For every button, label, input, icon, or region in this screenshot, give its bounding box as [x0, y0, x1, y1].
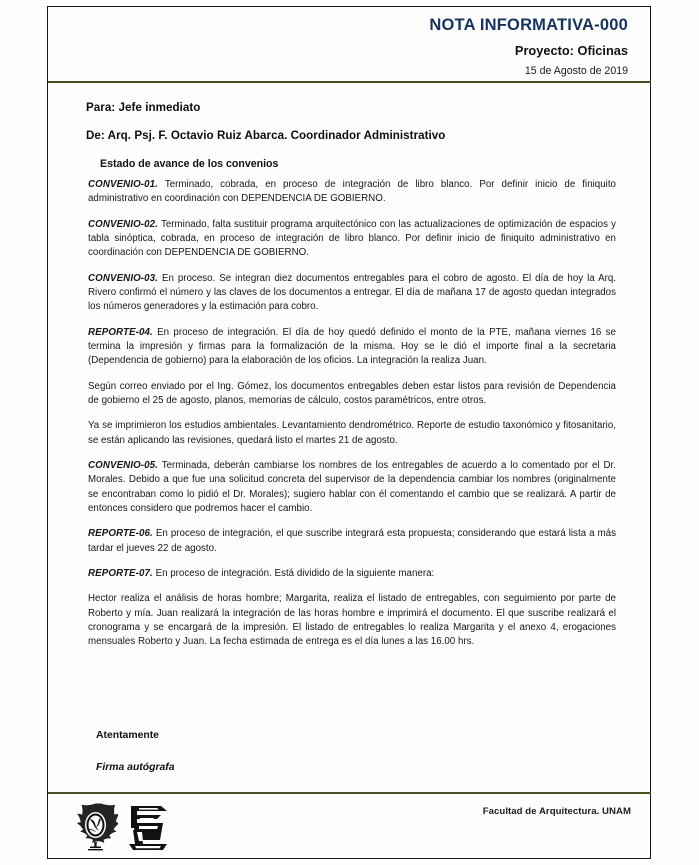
document-date: 15 de Agosto de 2019 — [524, 64, 628, 77]
signature-line: Firma autógrafa — [96, 761, 175, 773]
document-header — [48, 7, 650, 84]
body-paragraph — [88, 459, 616, 516]
paragraph-tag: CONVENIO-05. — [88, 459, 159, 471]
sender-line: De: Arq. Psj. F. Octavio Ruiz Abarca. Coordinador Administrativo — [86, 129, 446, 143]
paragraph-text: Terminada, deberán cambiarse los nombres de los entregables de acuerdo a lo comentado por el Dr. Morales. Debido a que fue una solicitud concreta del supervisor de la dependencia cambiar los nombres (originalmente se encontraban como lo pidió el Dr. Morales); sugiero hablar con él comentando el cambio que se realizará. A partir de entonces considero que podremos hacer el cambio. — [88, 459, 616, 514]
footer-logos — [73, 802, 171, 852]
body-paragraph — [88, 419, 616, 448]
project-label: Proyecto: Oficinas — [514, 42, 628, 58]
paragraph-text: Según correo enviado por el Ing. Gómez, los documentos entregables deben estar listos para revisión de Dependencia de gobierno el 25 de agosto, planos, memorias de cálculo, costos paramétricos, entre otros. — [88, 380, 616, 406]
paragraph-tag: CONVENIO-01. — [88, 179, 159, 190]
addressing-block — [86, 100, 629, 184]
paragraph-tag: CONVENIO-02. — [88, 218, 159, 230]
footer-institution-label: Facultad de Arquitectura. UNAM — [482, 806, 631, 817]
body-paragraph — [88, 567, 616, 581]
paragraph-tag: CONVENIO-03. — [88, 272, 159, 284]
paragraph-text: Terminado, falta sustituir programa arquitectónico con las actualizaciones de optimización de espacios y tabla sinóptica, cobrada, en proceso de integración de libro blanco. Por definir inicio de finiquito administrativo en coordinación con DEPENDENCIA DE GOBIERNO. — [88, 218, 616, 259]
paragraph-text: Ya se imprimieron los estudios ambientales. Levantamiento dendrométrico. Reporte de estudio taxonómico y fitosanitario, se están aplicando las revisiones, quedará listo el martes 21 de agosto. — [88, 420, 616, 446]
body-paragraph — [88, 178, 616, 207]
recipient-line: Para: Jefe inmediato — [86, 101, 201, 114]
document-body — [88, 178, 616, 650]
page-title: NOTA INFORMATIVA-000 — [429, 16, 628, 34]
paragraph-text: En proceso de integración, el que suscribe integrará esta propuesta; considerando que estará lista a más tardar el jueves 22 de agosto. — [88, 528, 616, 554]
paragraph-text: Terminado, cobrada, en proceso de integración de libro blanco. Por definir inicio de finiquito administrativo en coordinación con DEPENDENCIA DE GOBIERNO. — [88, 179, 616, 205]
paragraph-text: En proceso de integración. Está dividido de la siguiente manera: — [152, 567, 435, 579]
body-paragraph — [88, 527, 616, 556]
paragraph-tag: REPORTE-06. — [88, 528, 153, 540]
body-paragraph — [88, 272, 616, 315]
paragraph-text: En proceso de integración. El día de hoy quedó definido el monto de la PTE, mañana viernes 16 se termina la impresión y firmas para la formalización de la misma. Hoy se le dió el importe final a la secretaria (Dependencia de gobierno) para la elaboración de los oficios. La integración la realiza Juan. — [88, 326, 616, 367]
body-paragraph — [88, 218, 616, 261]
footer-divider-rule — [48, 792, 651, 794]
faculty-architecture-icon — [127, 802, 171, 852]
paragraph-text: En proceso. Se integran diez documentos entregables para el cobro de agosto. El día de hoy la Arq. Rivero confirmó el número y las claves de los documentos a entregar. El día de mañana 17 de agosto quedan integrados los números generadores y la estimación para cobro. — [88, 272, 616, 313]
document-footer — [48, 796, 651, 858]
closing-block — [96, 729, 496, 774]
paragraph-text: Hector realiza el análisis de horas hombre; Margarita, realiza el listado de entregables, con seguimiento por parte de Roberto y mía. Juan realizará la integración de las horas hombre e imprimirá el documento. El que suscribe realizará el cronograma y se encargará de la impresión. El listado de entregables lo realiza Margarita y el anexo 4, erogaciones mensuales Roberto y Juan. La fecha estimada de entrega es el día lunes a las 16.00 hrs. — [88, 593, 616, 648]
unam-shield-icon — [73, 802, 118, 852]
paragraph-tag: REPORTE-04. — [88, 326, 153, 338]
paragraph-tag: REPORTE-07. — [88, 567, 153, 579]
body-paragraph — [88, 380, 616, 409]
closing-salutation: Atentamente — [96, 730, 159, 741]
section-heading: Estado de avance de los convenios — [100, 158, 279, 171]
body-paragraph — [88, 326, 616, 369]
body-paragraph — [88, 592, 616, 649]
header-divider-rule — [48, 81, 651, 83]
